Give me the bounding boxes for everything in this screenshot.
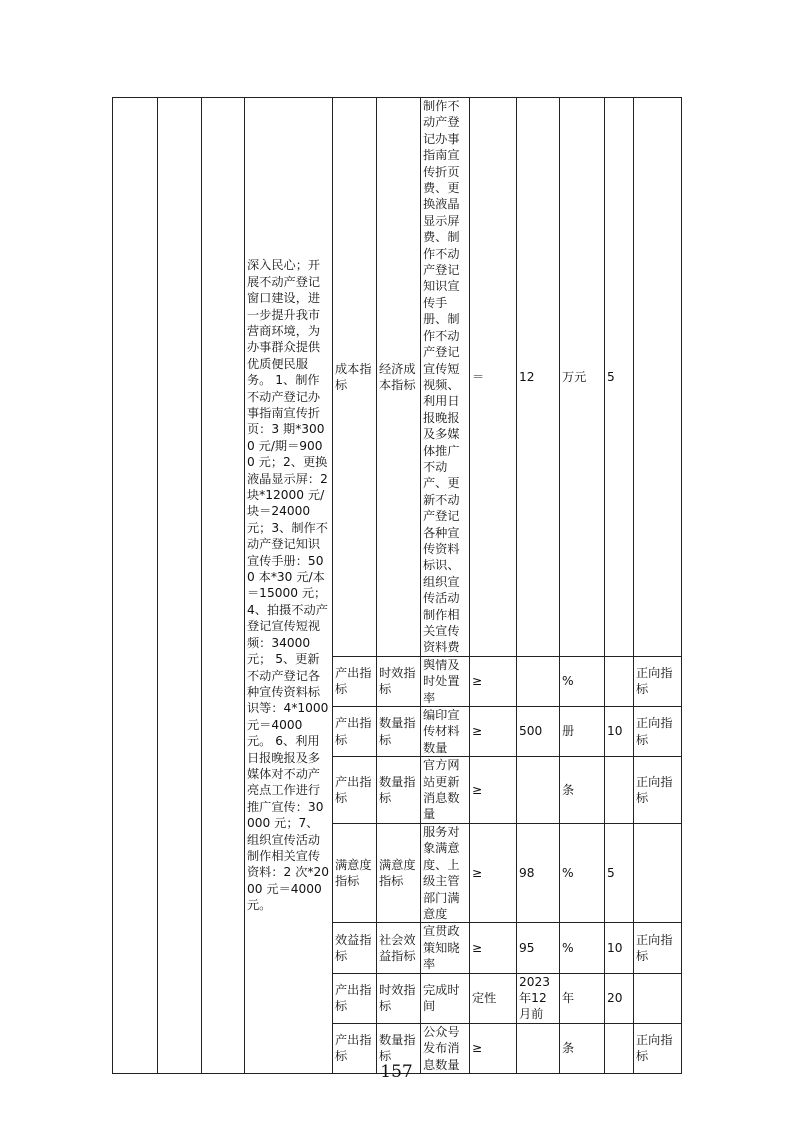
unit-cell: 万元 — [560, 98, 605, 657]
direction-cell — [634, 973, 682, 1023]
level2-indicator-cell: 时效指标 — [377, 973, 421, 1023]
weight-cell: 20 — [605, 973, 634, 1023]
level2-indicator-cell: 数量指标 — [377, 1023, 421, 1073]
operator-cell: 定性 — [470, 973, 517, 1023]
level1-indicator-cell: 成本指标 — [333, 98, 377, 657]
unit-cell: 年 — [560, 973, 605, 1023]
unit-cell: % — [560, 656, 605, 706]
indicator-name-cell: 编印宣传材料数量 — [421, 707, 470, 757]
operator-cell: ＝ — [470, 98, 517, 657]
operator-cell: ≥ — [470, 823, 517, 922]
weight-cell: 5 — [605, 98, 634, 657]
level1-indicator-cell: 产出指标 — [333, 707, 377, 757]
operator-cell: ≥ — [470, 656, 517, 706]
level1-indicator-cell: 产出指标 — [333, 757, 377, 824]
direction-cell: 正向指标 — [634, 923, 682, 973]
indicator-name-cell: 完成时间 — [421, 973, 470, 1023]
table-row — [113, 98, 682, 657]
level2-indicator-cell: 数量指标 — [377, 757, 421, 824]
level1-indicator-cell: 满意度指标 — [333, 823, 377, 922]
target-value-cell: 2023年12月前 — [517, 973, 560, 1023]
target-value-cell: 12 — [517, 98, 560, 657]
weight-cell: 10 — [605, 923, 634, 973]
direction-cell: 正向指标 — [634, 757, 682, 824]
indicator-name-cell: 服务对象满意度、上级主管部门满意度 — [421, 823, 470, 922]
blank-cell — [202, 98, 245, 1074]
operator-cell: ≥ — [470, 707, 517, 757]
target-value-cell: 95 — [517, 923, 560, 973]
operator-cell: ≥ — [470, 923, 517, 973]
unit-cell: 条 — [560, 757, 605, 824]
target-value-cell — [517, 757, 560, 824]
page-number: 157 — [380, 1062, 413, 1082]
indicator-name-cell: 制作不动产登记办事指南宣传折页费、更换液晶显示屏费、制作不动产登记知识宣传手册、制作不动产登记宣传短视频、利用日报晚报及多媒体推广不动产、更新不动产登记各种宣传资料标识、组织宣传活动制作相关宣传资料费 — [421, 98, 470, 657]
project-description-cell: 深入民心；开展不动产登记窗口建设，进一步提升我市营商环境，为办事群众提供优质便民服务。 1、制作不动产登记办事指南宣传折页：3 期*3000 元/期＝9000 元；2、更换液晶显示屏：2 块*12000 元/块＝24000 元；3、制作不动产登记知识宣传手册：500 本*30 元/本＝15000 元；4、拍摄不动产登记宣传短视频：34000 元； 5、更新不动产登记各种宣传资料标识等：4*1000 元＝4000 元。 6、利用日报晚报及多媒体对不动产亮点工作进行推广宣传：30000 元；7、组织宣传活动制作相关宣传资料：2 次*2000 元＝4000 元。 — [245, 98, 333, 1074]
direction-cell — [634, 98, 682, 657]
indicator-name-cell: 官方网站更新消息数量 — [421, 757, 470, 824]
target-value-cell: 500 — [517, 707, 560, 757]
operator-cell: ≥ — [470, 757, 517, 824]
level1-indicator-cell: 产出指标 — [333, 973, 377, 1023]
indicator-name-cell: 宣贯政策知晓率 — [421, 923, 470, 973]
level1-indicator-cell: 产出指标 — [333, 656, 377, 706]
weight-cell — [605, 757, 634, 824]
weight-cell — [605, 656, 634, 706]
direction-cell — [634, 823, 682, 922]
performance-indicator-table — [112, 97, 682, 1074]
indicator-name-cell: 公众号发布消息数量 — [421, 1023, 470, 1073]
level1-indicator-cell: 效益指标 — [333, 923, 377, 973]
operator-cell: ≥ — [470, 1023, 517, 1073]
direction-cell: 正向指标 — [634, 707, 682, 757]
level1-indicator-cell: 产出指标 — [333, 1023, 377, 1073]
direction-cell: 正向指标 — [634, 656, 682, 706]
target-value-cell: 98 — [517, 823, 560, 922]
direction-cell: 正向指标 — [634, 1023, 682, 1073]
level2-indicator-cell: 时效指标 — [377, 656, 421, 706]
level2-indicator-cell: 经济成本指标 — [377, 98, 421, 657]
level2-indicator-cell: 数量指标 — [377, 707, 421, 757]
target-value-cell — [517, 656, 560, 706]
unit-cell: % — [560, 923, 605, 973]
indicator-name-cell: 舆情及时处置率 — [421, 656, 470, 706]
blank-cell — [158, 98, 202, 1074]
unit-cell: % — [560, 823, 605, 922]
level2-indicator-cell: 社会效益指标 — [377, 923, 421, 973]
unit-cell: 册 — [560, 707, 605, 757]
weight-cell: 10 — [605, 707, 634, 757]
blank-cell — [113, 98, 158, 1074]
level2-indicator-cell: 满意度指标 — [377, 823, 421, 922]
weight-cell: 5 — [605, 823, 634, 922]
unit-cell: 条 — [560, 1023, 605, 1073]
